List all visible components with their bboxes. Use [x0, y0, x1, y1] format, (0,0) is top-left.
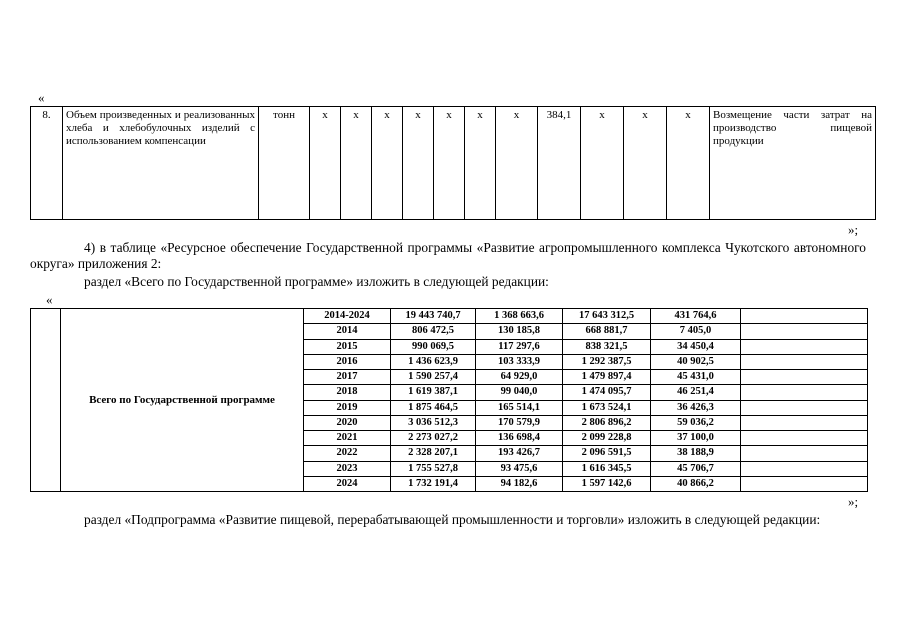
other-cell: 40 902,5	[651, 354, 741, 369]
regional-cell: 1 673 524,1	[563, 400, 651, 415]
year-cell: 2014-2024	[304, 309, 391, 324]
other-cell: 38 188,9	[651, 446, 741, 461]
federal-cell: 103 333,9	[476, 354, 563, 369]
empty-cell	[741, 324, 868, 339]
total-cell: 2 328 207,1	[391, 446, 476, 461]
year-cell: 2017	[304, 370, 391, 385]
total-cell: 3 036 512,3	[391, 415, 476, 430]
federal-cell: 93 475,6	[476, 461, 563, 476]
empty-cell	[741, 309, 868, 324]
indicators-table	[30, 106, 876, 220]
table-row	[31, 309, 868, 324]
paragraph-4b: раздел «Всего по Государственной программе» изложить в следующей редакции:	[84, 274, 549, 289]
empty-cell	[741, 446, 868, 461]
regional-cell: 2 096 591,5	[563, 446, 651, 461]
federal-cell: 1 368 663,6	[476, 309, 563, 324]
other-cell: 45 706,7	[651, 461, 741, 476]
value-cell: х	[624, 107, 667, 220]
regional-cell: 838 321,5	[563, 339, 651, 354]
total-table	[30, 308, 868, 492]
table-row	[31, 107, 876, 220]
indicator-name: Объем произведенных и реализованных хлеба и хлебобулочных изделий с использованием компенсации	[63, 107, 259, 220]
value-cell: х	[310, 107, 341, 220]
empty-cell	[741, 370, 868, 385]
total-cell: 806 472,5	[391, 324, 476, 339]
year-cell: 2019	[304, 400, 391, 415]
federal-cell: 94 182,6	[476, 476, 563, 491]
year-cell: 2022	[304, 446, 391, 461]
year-cell: 2014	[304, 324, 391, 339]
value-cell: х	[434, 107, 465, 220]
other-cell: 431 764,6	[651, 309, 741, 324]
opening-quote: «	[46, 292, 53, 307]
other-cell: 46 251,4	[651, 385, 741, 400]
federal-cell: 117 297,6	[476, 339, 563, 354]
empty-cell	[741, 385, 868, 400]
unit-cell: тонн	[259, 107, 310, 220]
empty-cell	[741, 461, 868, 476]
closing-quote: »;	[848, 222, 859, 237]
regional-cell: 2 806 896,2	[563, 415, 651, 430]
value-cell: х	[341, 107, 372, 220]
regional-cell: 1 597 142,6	[563, 476, 651, 491]
regional-cell: 1 479 897,4	[563, 370, 651, 385]
total-cell: 1 436 623,9	[391, 354, 476, 369]
regional-cell: 1 616 345,5	[563, 461, 651, 476]
value-cell: 384,1	[538, 107, 581, 220]
value-cell: х	[496, 107, 538, 220]
year-cell: 2016	[304, 354, 391, 369]
year-cell: 2020	[304, 415, 391, 430]
opening-quote: «	[38, 90, 45, 105]
year-cell: 2024	[304, 476, 391, 491]
value-cell: х	[581, 107, 624, 220]
year-cell: 2015	[304, 339, 391, 354]
year-cell: 2018	[304, 385, 391, 400]
federal-cell: 136 698,4	[476, 431, 563, 446]
blank-cell	[31, 309, 61, 492]
total-label: Всего по Государственной программе	[61, 309, 304, 492]
total-cell: 1 875 464,5	[391, 400, 476, 415]
regional-cell: 1 292 387,5	[563, 354, 651, 369]
total-cell: 1 755 527,8	[391, 461, 476, 476]
value-cell: х	[372, 107, 403, 220]
paragraph-4: 4) в таблице «Ресурсное обеспечение Государственной программы «Развитие агропромышленного комплекса Чукотского автономного округа» приложения 2:	[30, 240, 866, 271]
value-cell: х	[667, 107, 710, 220]
other-cell: 34 450,4	[651, 339, 741, 354]
year-cell: 2023	[304, 461, 391, 476]
other-cell: 7 405,0	[651, 324, 741, 339]
total-cell: 2 273 027,2	[391, 431, 476, 446]
regional-cell: 2 099 228,8	[563, 431, 651, 446]
other-cell: 37 100,0	[651, 431, 741, 446]
value-cell: х	[465, 107, 496, 220]
row-number: 8.	[31, 107, 63, 220]
year-cell: 2021	[304, 431, 391, 446]
empty-cell	[741, 339, 868, 354]
note-cell: Возмещение части затрат на производство пищевой продукции	[710, 107, 876, 220]
total-cell: 19 443 740,7	[391, 309, 476, 324]
federal-cell: 99 040,0	[476, 385, 563, 400]
total-cell: 990 069,5	[391, 339, 476, 354]
federal-cell: 130 185,8	[476, 324, 563, 339]
other-cell: 40 866,2	[651, 476, 741, 491]
total-cell: 1 590 257,4	[391, 370, 476, 385]
empty-cell	[741, 415, 868, 430]
federal-cell: 170 579,9	[476, 415, 563, 430]
total-cell: 1 619 387,1	[391, 385, 476, 400]
other-cell: 45 431,0	[651, 370, 741, 385]
total-cell: 1 732 191,4	[391, 476, 476, 491]
empty-cell	[741, 354, 868, 369]
empty-cell	[741, 431, 868, 446]
empty-cell	[741, 400, 868, 415]
regional-cell: 1 474 095,7	[563, 385, 651, 400]
federal-cell: 165 514,1	[476, 400, 563, 415]
value-cell: х	[403, 107, 434, 220]
empty-cell	[741, 476, 868, 491]
federal-cell: 64 929,0	[476, 370, 563, 385]
federal-cell: 193 426,7	[476, 446, 563, 461]
other-cell: 59 036,2	[651, 415, 741, 430]
closing-quote: »;	[848, 494, 859, 509]
regional-cell: 668 881,7	[563, 324, 651, 339]
paragraph-5: раздел «Подпрограмма «Развитие пищевой, перерабатывающей промышленности и торговли» изложить в следующей редакции:	[84, 512, 821, 527]
other-cell: 36 426,3	[651, 400, 741, 415]
regional-cell: 17 643 312,5	[563, 309, 651, 324]
